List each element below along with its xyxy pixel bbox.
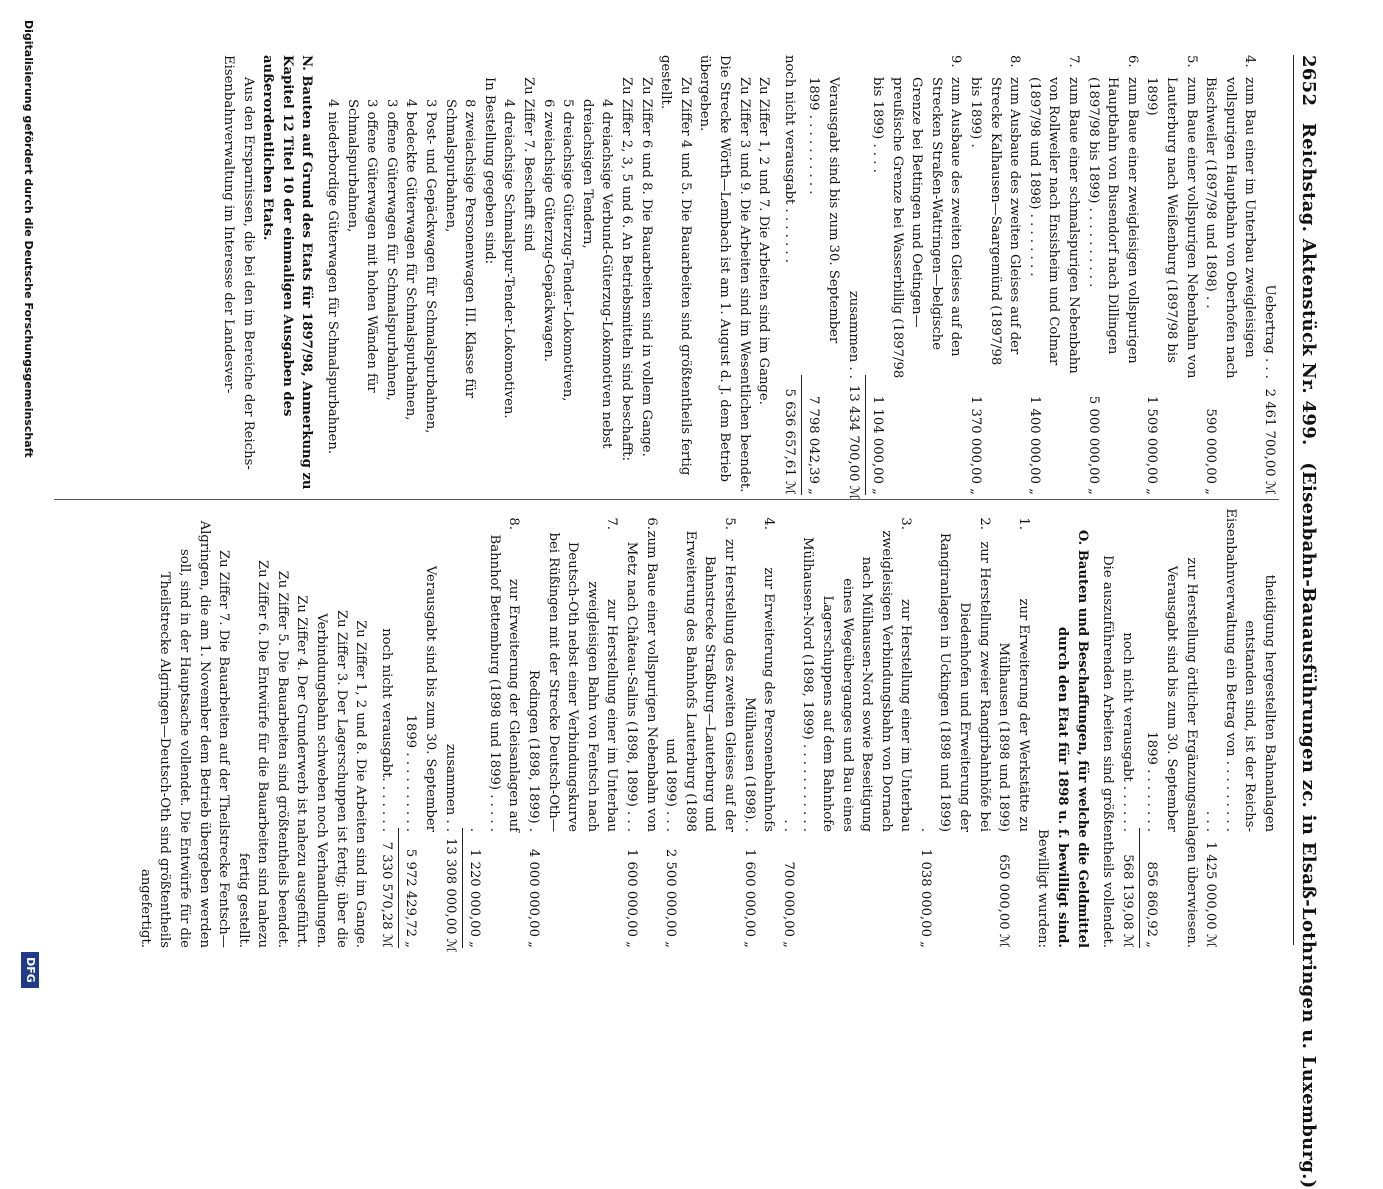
item-amount: 700 000,00 „ <box>780 861 796 948</box>
item-number: 5. <box>1183 55 1199 68</box>
list-item <box>868 55 966 495</box>
paragraph: Zu Ziffer 4 und 5. Die Bauarbeiten sind größtentheils fertig gestellt. <box>658 55 693 476</box>
zusammen-row <box>440 508 460 953</box>
list-item <box>1024 55 1083 495</box>
sum-rule <box>865 375 866 495</box>
item-amount: 1 104 000,00 „ <box>870 395 886 495</box>
verausgabt-amount: 5 972 429,72 „ <box>403 848 419 948</box>
verausgabt-row <box>401 508 440 948</box>
paragraph: Zu Ziffer 4. Der Grunderwerb ist nahezu ausgeführt. <box>294 595 310 948</box>
item-number: 4. <box>761 517 777 530</box>
sum-rule <box>1139 828 1140 948</box>
list-item <box>1201 55 1260 495</box>
nicht-verausgabt-row <box>376 508 396 948</box>
item-amount: 650 000,00 ℳ <box>996 854 1012 948</box>
item-number: 2. <box>976 517 992 530</box>
item-text: zum Ausbaue des zweiten Gleises auf den Strecken Straßen-Wattringen—belgische Grenze bei Bettingen und Oetingen—preußische Grenze bei Wasserbillig (1897/98 bis 1899) . . . . <box>870 77 964 379</box>
item-number: 6. <box>643 517 659 530</box>
item-number: 5. <box>721 517 737 530</box>
paragraph: Zu Ziffer 1, 2 und 7. Die Arbeiten sind im Gange. <box>756 77 772 405</box>
paragraph: Zu Ziffer 1, 2 und 8. Die Arbeiten sind im Gange. <box>353 620 369 948</box>
list-item <box>465 508 524 948</box>
digitization-footer <box>7 0 47 1000</box>
paragraph: zur Herstellung örtlicher Ergänzungsanlagen überwiesen. <box>1183 557 1199 948</box>
intro-row <box>1201 508 1279 948</box>
intro-amount: 1 425 000,00 ℳ <box>1203 841 1219 948</box>
paragraph: Zu Ziffer 2, 3, 5 und 6. An Betriebsmitteln sind beschafft: <box>619 77 634 461</box>
item-text: zur Herstellung einer im Unterbau zweigleisigen Verbindungsbahn von Dornach nach Mülhausen-Nord sowie Beseitigung eines Wegeüberganges und Bau eines Lagerschuppens auf dem Bahnhofe Mülhausen-Nord (1898, 1899) . . . . . . . . . . . . . <box>780 530 914 832</box>
list-item <box>739 508 778 948</box>
nicht-verausgabt-amount: 7 330 570,28 ℳ <box>378 841 394 948</box>
item-text: zur Herstellung einer im Unterbau zweigleisigen Bahn von Fentsch nach Deutsch-Oth nebst einer Verbindungskurve bei Rüßingen mit der Strecke Deutsch-Oth—Redingen (1898, 1899) . <box>526 532 620 832</box>
page-header <box>1293 55 1319 1189</box>
item-text: zum Ausbaue des zweiten Gleises auf der Strecke Kalhausen—Saargemünd (1897/98 bis 1899) . <box>968 77 1023 366</box>
page-number: 2652 <box>1298 55 1319 107</box>
right-item-list <box>465 508 1033 948</box>
intro-text: theidigung hergestellten Bahnanlagen entstanden sind, ist der Reichs-Eisenbahnverwaltung ein Betrag von . . . . . . . . . . . . <box>1203 508 1277 832</box>
dfg-logo-icon: DFG <box>21 952 39 988</box>
item-text: zum Baue einer zweigleisigen vollspurigen Hauptbahn von Busendorf nach Dillingen (1897/98 bis 1899) . . . . . . . . . . <box>1085 77 1140 364</box>
list-item <box>966 55 1025 495</box>
item-text: zur Erweiterung des Personenbahnhofs Mülhausen (1898). . <box>741 567 777 832</box>
list-item: 3 Post- und Gepäckwagen für Schmalspurbahnen, <box>423 99 439 434</box>
nicht-verausgabt-amount: 568 139,08 ℳ <box>1119 854 1135 948</box>
paragraph: Zu Ziffer 6. Die Entwürfe für die Bauarbeiten sind nahezu fertig gestellt. <box>235 559 271 948</box>
list-item: 4 dreiachsige Schmalspur-Tender-Lokomotiven. <box>501 99 517 419</box>
list-item <box>1142 55 1201 495</box>
uebertrag-row <box>1259 55 1279 495</box>
item-text: zum Bau einer im Unterbau zweigleisigen vollspurigen Hauptbahn von Oberhofen nach Bischweiler (1897/98 und 1898) . . <box>1203 77 1258 379</box>
item-amount: 1 509 000,00 „ <box>1144 395 1160 495</box>
item-amount: 1 038 000,00 „ <box>917 848 933 948</box>
list-item <box>1083 55 1142 495</box>
item-number: 3. <box>898 517 914 530</box>
item-number: 6. <box>1124 55 1140 68</box>
paragraph: Zu Ziffer 5. Die Bauarbeiten sind größtentheils beendet. <box>274 570 290 948</box>
paragraph: Zu Ziffer 6 und 8. Die Bauarbeiten sind in vollem Gange. <box>638 77 654 457</box>
paragraph: Aus den Ersparnissen, die bei den im Bereiche der Reichs-Eisenbahnverwaltung im Interesse der Landesver- <box>221 55 256 470</box>
zusammen-amount: 13 308 000,00 ℳ <box>442 838 458 953</box>
zusammen-label: zusammen . . <box>845 290 861 379</box>
list-item: 8 zweiachsige Personenwagen III. Klasse für Schmalspurbahnen, <box>442 99 478 399</box>
verausgabt-label: Verausgabt sind bis zum 30. September 1899 . . . . . . . . . . <box>806 77 841 344</box>
column-divider <box>54 499 1279 500</box>
zusammen-label: zusammen . . <box>442 743 458 832</box>
item-number: 8. <box>506 517 522 530</box>
list-item <box>621 508 660 948</box>
item-text: zur Herstellung zweier Rangirbahnhöfe bei Diedenhofen und Erweiterung der Rangiranlagen in Uckingen (1898 und 1899) . <box>917 532 992 832</box>
header-title: Reichstag. Aktenstück Nr. 499. <box>1298 122 1319 446</box>
nicht-verausgabt-label: noch nicht verausgabt . . . . . . <box>1119 632 1135 832</box>
zusammen-row <box>843 55 863 500</box>
section-o-title: O. Bauten und Beschaffungen, für welche die Geldmittel durch den Etat für 1898 u. f. bewilligt sind. <box>1055 529 1090 948</box>
item-amount: 1 600 000,00 „ <box>741 848 757 948</box>
paragraph: Bewilligt wurden: <box>1035 829 1051 948</box>
item-number: 7. <box>604 517 620 530</box>
item-number: 1. <box>1015 517 1031 530</box>
digitization-note: Digitalisierung gefördert durch die Deutsche Forschungsgemeinschaft <box>22 20 35 458</box>
verausgabt-label: Verausgabt sind bis zum 30. September 1899 . . . . . . . . . . <box>403 565 439 832</box>
paragraph: Die auszuführenden Arbeiten sind größtentheils vollendet. <box>1100 555 1116 948</box>
item-text: zum Baue einer schmalspurigen Nebenbahn von Rollweiler nach Ensisheim und Colmar (1897/98 und 1898) . . . . . . . . <box>1026 77 1082 374</box>
list-item: 4 bedeckte Güterwagen für Schmalspurbahnen, <box>403 99 419 421</box>
section-n-title: N. Bauten auf Grund des Etats für 1897/98, Anmerkung zu Kapitel 12 Titel 10 der einmaligen Ausgaben des außerordentlichen Etats. <box>260 55 315 490</box>
verausgabt-label: Verausgabt sind bis zum 30. September 1899 . . . . . . . . <box>1144 565 1180 832</box>
paragraph: Zu Ziffer 3 und 9. Die Arbeiten sind im Wesentlichen beendet. Die Strecke Wörth—Lembach ist am 1. August d. J. dem Betrieb übergeben. <box>697 55 752 493</box>
nicht-verausgabt-label: noch nicht verausgabt . . . . . . . <box>781 55 797 263</box>
list-item: 4 niederbordige Güterwagen für Schmalspurbahnen. <box>325 99 341 455</box>
list-item <box>994 508 1033 948</box>
item-text: zum Baue einer vollspurigen Nebenbahn von Lauterburg nach Weißenburg (1897/98 bis 1899) <box>1144 77 1199 379</box>
nicht-verausgabt-row <box>779 55 799 495</box>
item-text: zum Baue einer vollspurigen Nebenbahn von Metz nach Château-Salins (1898, 1899) . . . <box>624 530 659 832</box>
verausgabt-amount: 856 860,92 „ <box>1144 861 1160 948</box>
sum-rule <box>801 375 802 495</box>
verausgabt-row <box>804 55 843 495</box>
item-text: zur Erweiterung der Gleisanlagen auf Bahnhof Bettemburg (1898 und 1899) . . . . . . <box>467 534 522 832</box>
right-column <box>135 508 1279 953</box>
item-number: 8. <box>1007 55 1023 68</box>
zusammen-amount: 13 434 700,00 ℳ <box>845 385 861 500</box>
paragraph: Zu Ziffer 3. Der Lagerschuppen ist fertig; über die Verbindungsbahn schweben noch Verhandlungen. <box>314 610 349 948</box>
paragraph: In Bestellung gegeben sind: <box>481 77 497 265</box>
list-item <box>523 508 621 948</box>
item-number: 7. <box>1066 55 1082 68</box>
item-text: zur Erweiterung der Werkstätte zu Mülhausen (1898 und 1899) <box>996 598 1031 832</box>
uebertrag-amount: 2 461 700,00 ℳ <box>1262 388 1277 495</box>
item-number: 4. <box>1242 55 1258 68</box>
list-item: 3 offene Güterwagen für Schmalspurbahnen, <box>383 99 399 401</box>
list-item <box>661 508 739 948</box>
verausgabt-amount: 7 798 042,39 „ <box>806 395 822 495</box>
item-amount: 2 500 000,00 „ <box>663 848 679 948</box>
left-item-list <box>868 55 1260 495</box>
nicht-verausgabt-label: noch nicht verausgabt. . . . . . . <box>378 628 394 832</box>
item-amount: 1 400 000,00 „ <box>1026 395 1042 495</box>
list-item: 5 dreiachsige Güterzug-Tender-Lokomotiven, <box>560 99 576 402</box>
list-item: 3 offene Güterwagen mit hohen Wänden für Schmalspurbahnen, <box>344 99 380 393</box>
item-amount: 590 000,00 „ <box>1203 408 1219 495</box>
item-number: 9. <box>948 55 964 68</box>
list-item: 6 zweiachsige Güterzug-Gepäckwagen. <box>540 99 556 362</box>
item-amount: 1 370 000,00 „ <box>968 395 984 495</box>
left-column <box>219 55 1279 500</box>
nicht-verausgabt-row <box>1117 508 1137 948</box>
sum-rule <box>462 828 463 948</box>
item-text: zur Herstellung des zweiten Gleises auf der Bahnstrecke Straßburg—Lauterburg und Erweiterung des Bahnhofs Lauterburg (1898 und 1899) . . . <box>663 530 737 832</box>
list-item <box>915 508 993 948</box>
header-subtitle: (Eisenbahn-Bauausführungen zc. in Elsaß-Lothringen u. Luxemburg.) <box>1298 462 1319 1189</box>
item-amount: 1 600 000,00 „ <box>624 848 639 948</box>
item-amount: 4 000 000,00 „ <box>526 848 542 948</box>
nicht-verausgabt-amount: 5 636 657,61 ℳ <box>781 388 797 495</box>
verausgabt-row <box>1142 508 1181 948</box>
paragraph: Zu Ziffer 7. Die Bauarbeiten auf der Theilstrecke Fentsch—Algringen, die am 1. November dem Betrieb übergeben werden soll, sind in der Hauptsache vollendet. Die Entwürfe für die Theilstrecke Algringen—Deutsch-Oth sind größtentheils angefertigt. <box>137 520 232 948</box>
list-item <box>778 508 915 948</box>
paragraph: Zu Ziffer 7. Beschafft sind <box>521 77 537 252</box>
uebertrag-label: Uebertrag . . . <box>1262 284 1277 379</box>
list-item: 4 dreiachsige Verbund-Güterzug-Lokomotiven nebst dreiachsigen Tendern, <box>579 99 615 449</box>
item-amount: 5 000 000,00 „ <box>1085 395 1101 495</box>
sum-rule <box>398 828 399 948</box>
item-amount: 1 220 000,00 „ <box>467 848 483 948</box>
